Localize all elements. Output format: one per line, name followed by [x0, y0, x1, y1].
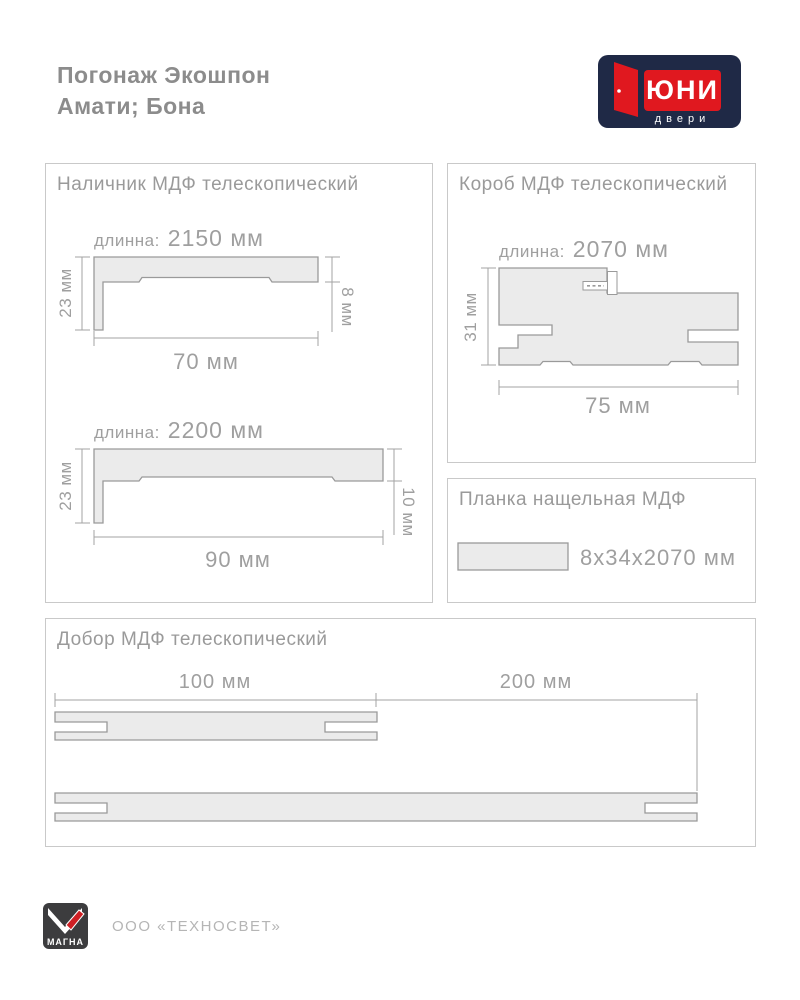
- nalichnik-p1-length: [94, 225, 264, 252]
- uni-brand-text: ЮНИ: [646, 75, 719, 105]
- uni-dveri-logo: [598, 55, 741, 128]
- nalichnik-p1-dim-left: 23 мм: [56, 268, 75, 318]
- magna-label: МАГНА: [46, 937, 85, 947]
- nalichnik-p2-dim-right: 10 мм: [399, 487, 418, 537]
- nalichnik-p1-dim-bottom: 70 мм: [173, 349, 239, 374]
- korob-dim-left: 31 мм: [461, 292, 480, 342]
- dobor-title: Добор МДФ телескопический: [57, 629, 328, 650]
- korob-dim-bottom: 75 мм: [585, 393, 651, 418]
- length-label: длинна:: [499, 242, 565, 261]
- nalichnik-p1-dim-right: 8 мм: [338, 287, 357, 327]
- company-name: ООО «ТЕХНОСВЕТ»: [112, 918, 282, 935]
- length-value: 2200 мм: [167, 417, 264, 443]
- page-title-line1: Погонаж Экошпон: [57, 62, 271, 88]
- uni-sub-text: двери: [654, 113, 711, 125]
- nalichnik-p2-dim-bottom: 90 мм: [205, 547, 271, 572]
- planka-size: 8x34x2070 мм: [580, 545, 737, 570]
- korob-title: Короб МДФ телескопический: [459, 174, 728, 195]
- magna-logo: [43, 903, 88, 949]
- page-title-line2: Амати; Бона: [57, 93, 206, 119]
- panel-dobor: [45, 618, 756, 847]
- planka-title: Планка нащельная МДФ: [459, 489, 687, 510]
- dobor-dim-100: 100 мм: [178, 671, 252, 693]
- length-label: длинна:: [94, 423, 160, 442]
- magna-emblem-icon: [43, 903, 88, 937]
- length-value: 2070 мм: [572, 236, 669, 262]
- nalichnik-p2-dim-left: 23 мм: [56, 461, 75, 511]
- length-label: длинна:: [94, 231, 160, 250]
- page-title: [57, 60, 270, 122]
- nalichnik-title: Наличник МДФ телескопический: [57, 174, 359, 195]
- nalichnik-p2-length: [94, 417, 264, 444]
- korob-length: [499, 236, 669, 263]
- length-value: 2150 мм: [167, 225, 264, 251]
- dobor-dim-200: 200 мм: [499, 671, 573, 693]
- uni-brand-box: [644, 70, 721, 111]
